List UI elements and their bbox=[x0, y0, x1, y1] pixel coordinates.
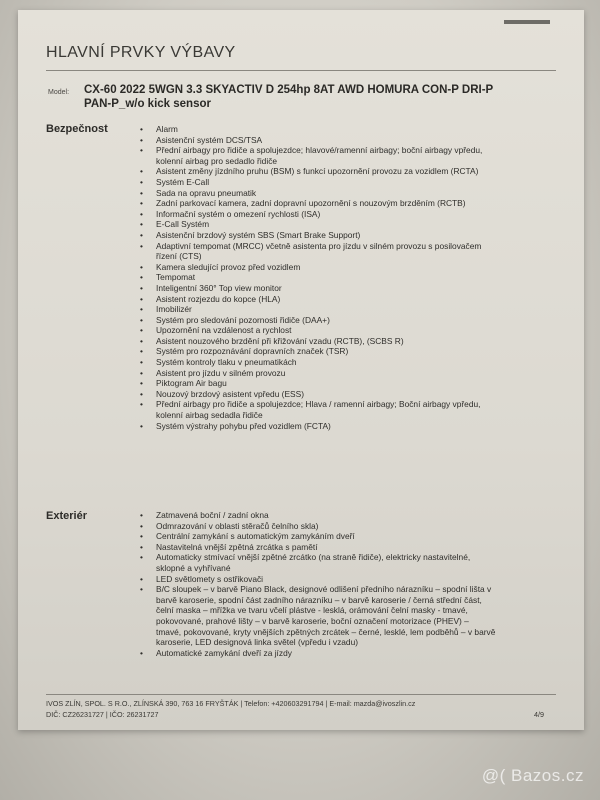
list-item bbox=[140, 510, 560, 521]
list-item-text: Asistent rozjezdu do kopce (HLA) bbox=[156, 293, 281, 304]
list-item-text: Asistenční systém DCS/TSA bbox=[156, 134, 263, 145]
list-item bbox=[140, 145, 560, 156]
list-item bbox=[140, 637, 560, 648]
list-item bbox=[140, 357, 560, 368]
bullet-icon: • bbox=[140, 552, 143, 563]
bullet-icon: • bbox=[140, 134, 143, 145]
list-item bbox=[140, 421, 560, 432]
footer-tax-ids: DIČ: CZ26231727 | IČO: 26231727 bbox=[46, 710, 159, 719]
list-item bbox=[140, 156, 560, 167]
bullet-icon: • bbox=[140, 531, 143, 542]
list-item bbox=[140, 605, 560, 616]
title-divider bbox=[46, 70, 556, 71]
list-item bbox=[140, 198, 560, 209]
bullet-icon: • bbox=[140, 325, 143, 336]
list-item bbox=[140, 399, 560, 410]
list-item-text: Alarm bbox=[156, 124, 178, 134]
list-item-text: Adaptivní tempomat (MRCC) včetně asistenta pro jízdu v silném provozu s posilovačem bbox=[156, 240, 482, 251]
list-item-text: řízení (CTS) bbox=[156, 251, 202, 262]
bullet-icon: • bbox=[140, 335, 143, 346]
list-item bbox=[140, 552, 560, 563]
model-line-2: PAN-P_w/o kick sensor bbox=[84, 98, 211, 110]
list-item bbox=[140, 563, 560, 574]
list-item-text: Asistenční brzdový systém SBS (Smart Brake Support) bbox=[156, 229, 361, 240]
bullet-icon: • bbox=[140, 367, 143, 378]
list-item-text: tmavé, pokovované, kryty vnějších zpětných zrcátek – černé, lesklé, lem podběhů – v barvě bbox=[156, 626, 496, 637]
bullet-icon: • bbox=[140, 399, 143, 410]
exterior-feature-list bbox=[140, 510, 560, 658]
bullet-icon: • bbox=[140, 388, 143, 399]
list-item bbox=[140, 241, 560, 252]
bullet-icon: • bbox=[140, 208, 143, 219]
list-item bbox=[140, 251, 560, 262]
bullet-icon: • bbox=[140, 145, 143, 156]
list-item-text: Kamera sledující provoz před vozidlem bbox=[156, 261, 301, 272]
list-item-text: Asistent pro jízdu v silném provozu bbox=[156, 367, 286, 378]
list-item bbox=[140, 616, 560, 627]
list-item bbox=[140, 627, 560, 638]
list-item bbox=[140, 410, 560, 421]
list-item-text: Systém E-Call bbox=[156, 176, 210, 187]
bullet-icon: • bbox=[140, 198, 143, 209]
list-item bbox=[140, 584, 560, 595]
bullet-icon: • bbox=[140, 573, 143, 584]
list-item-text: Systém kontroly tlaku v pneumatikách bbox=[156, 357, 297, 368]
list-item-text: LED světlomety s ostřikovači bbox=[156, 573, 264, 584]
list-item-text: Systém pro rozpoznávání dopravních značek (TSR) bbox=[156, 346, 349, 357]
list-item-text: Nastavitelná vnější zpětná zrcátka s pamětí bbox=[156, 541, 318, 552]
list-item bbox=[140, 574, 560, 585]
list-item bbox=[140, 219, 560, 230]
bullet-icon: • bbox=[140, 304, 143, 315]
list-item bbox=[140, 648, 560, 659]
bullet-icon: • bbox=[140, 584, 143, 595]
list-item bbox=[140, 315, 560, 326]
page-title: HLAVNÍ PRVKY VÝBAVY bbox=[46, 44, 236, 61]
list-item bbox=[140, 135, 560, 146]
bullet-icon: • bbox=[140, 293, 143, 304]
model-description bbox=[84, 83, 544, 111]
list-item bbox=[140, 230, 560, 241]
list-item-text: barvě karoserie, spodní část zadního nárazníku – v barvě karoserie / černá střední část, bbox=[156, 594, 482, 605]
list-item-text: Centrální zamykání s automatickým zamykáním dveří bbox=[156, 531, 355, 542]
list-item-text: Sada na opravu pneumatik bbox=[156, 187, 257, 198]
bullet-icon: • bbox=[140, 510, 143, 520]
list-item-text: Přední airbagy pro řidiče a spolujezdce; hlavové/ramenní airbagy; boční airbagy vpředu, bbox=[156, 145, 483, 156]
list-item-text: Inteligentní 360° Top view monitor bbox=[156, 282, 282, 293]
list-item-text: Informační systém o omezení rychlosti (ISA) bbox=[156, 208, 321, 219]
list-item bbox=[140, 272, 560, 283]
list-item-text: Odmrazování v oblasti stěračů čelního skla) bbox=[156, 520, 319, 531]
list-item bbox=[140, 262, 560, 273]
section-title-safety: Bezpečnost bbox=[46, 123, 108, 135]
list-item bbox=[140, 325, 560, 336]
bullet-icon: • bbox=[140, 261, 143, 272]
list-item bbox=[140, 177, 560, 188]
list-item bbox=[140, 304, 560, 315]
list-item-text: Upozornění na vzdálenost a rychlost bbox=[156, 325, 292, 336]
list-item bbox=[140, 166, 560, 177]
list-item-text: sklopné a vyhřívané bbox=[156, 562, 231, 573]
footer-divider bbox=[46, 694, 556, 695]
model-label: Model: bbox=[48, 89, 70, 96]
list-item-text: Přední airbagy pro řidiče a spolujezdce; Hlava / ramenní airbagy; Boční airbagy vpředu, bbox=[156, 399, 481, 410]
list-item-text: Zadní parkovací kamera, zadní dopravní upozornění s nouzovým brzděním (RCTB) bbox=[156, 198, 466, 209]
list-item bbox=[140, 389, 560, 400]
brand-logo-fragment bbox=[504, 20, 550, 24]
bullet-icon: • bbox=[140, 219, 143, 230]
bullet-icon: • bbox=[140, 346, 143, 357]
list-item-text: Asistent nouzového brzdění při křižování vzadu (RCTB), (SCBS R) bbox=[156, 335, 404, 346]
bullet-icon: • bbox=[140, 124, 143, 134]
list-item bbox=[140, 595, 560, 606]
list-item bbox=[140, 346, 560, 357]
bullet-icon: • bbox=[140, 357, 143, 368]
list-item-text: B/C sloupek – v barvě Piano Black, designové odlišení předního nárazníku – spodní lišta v bbox=[156, 584, 492, 595]
list-item-text: Systém pro sledování pozornosti řidiče (DAA+) bbox=[156, 314, 330, 325]
list-item-text: Nouzový brzdový asistent vpředu (ESS) bbox=[156, 388, 305, 399]
list-item bbox=[140, 378, 560, 389]
bullet-icon: • bbox=[140, 176, 143, 187]
footer-company-info: IVOS ZLÍN, SPOL. S R.O., ZLÍNSKÁ 390, 763 16 FRYŠTÁK | Telefon: +420603291794 | E-mail: mazda@ivoszlin.cz bbox=[46, 699, 416, 708]
safety-feature-list bbox=[140, 124, 560, 431]
list-item-text: čelní maska – mřížka ve tvaru včelí plástve - lesklá, orámování čelní masky - tmavé, bbox=[156, 605, 468, 616]
list-item-text: Automatické zamykání dveří za jízdy bbox=[156, 647, 292, 658]
list-item bbox=[140, 521, 560, 532]
bullet-icon: • bbox=[140, 166, 143, 177]
list-item-text: kolenní airbag pro sedadlo řidiče bbox=[156, 155, 278, 166]
page-number: 4/9 bbox=[534, 710, 544, 719]
list-item bbox=[140, 368, 560, 379]
list-item-text: Tempomat bbox=[156, 272, 196, 283]
list-item-text: Systém výstrahy pohybu před vozidlem (FCTA) bbox=[156, 420, 331, 431]
bullet-icon: • bbox=[140, 282, 143, 293]
list-item-text: karoserie, LED designová linka světel (vpředu i vzadu) bbox=[156, 637, 359, 648]
list-item-text: E-Call Systém bbox=[156, 219, 210, 230]
list-item bbox=[140, 209, 560, 220]
model-line-1: CX-60 2022 5WGN 3.3 SKYACTIV D 254hp 8AT AWD HOMURA CON-P DRI-P bbox=[84, 84, 494, 96]
list-item bbox=[140, 336, 560, 347]
bullet-icon: • bbox=[140, 647, 143, 658]
list-item-text: Asistent změny jízdního pruhu (BSM) s funkcí upozornění provozu za vozidlem (RCTA) bbox=[156, 166, 479, 177]
document-page bbox=[18, 10, 584, 730]
bullet-icon: • bbox=[140, 541, 143, 552]
list-item-text: Piktogram Air bagu bbox=[156, 378, 227, 389]
list-item-text: Automaticky stmívací vnější zpětné zrcátko (na straně řidiče), elektricky nastavitelné, bbox=[156, 552, 471, 563]
list-item-text: Imobilizér bbox=[156, 304, 192, 315]
list-item bbox=[140, 531, 560, 542]
bullet-icon: • bbox=[140, 314, 143, 325]
list-item bbox=[140, 294, 560, 305]
list-item bbox=[140, 124, 560, 135]
watermark: @( Bazos.cz bbox=[481, 766, 584, 785]
bullet-icon: • bbox=[140, 229, 143, 240]
bullet-icon: • bbox=[140, 378, 143, 389]
list-item-text: kolenní airbag sedadla řidiče bbox=[156, 410, 263, 421]
bullet-icon: • bbox=[140, 520, 143, 531]
list-item bbox=[140, 542, 560, 553]
bullet-icon: • bbox=[140, 187, 143, 198]
bullet-icon: • bbox=[140, 240, 143, 251]
list-item-text: pokovované, prahové lišty – v barvě karoserie, boční označení motorizace (PHEV) – bbox=[156, 615, 469, 626]
bullet-icon: • bbox=[140, 420, 143, 431]
list-item-text: Zatmavená boční / zadní okna bbox=[156, 510, 269, 520]
section-title-exterior: Exteriér bbox=[46, 510, 87, 522]
bullet-icon: • bbox=[140, 272, 143, 283]
list-item bbox=[140, 283, 560, 294]
list-item bbox=[140, 188, 560, 199]
